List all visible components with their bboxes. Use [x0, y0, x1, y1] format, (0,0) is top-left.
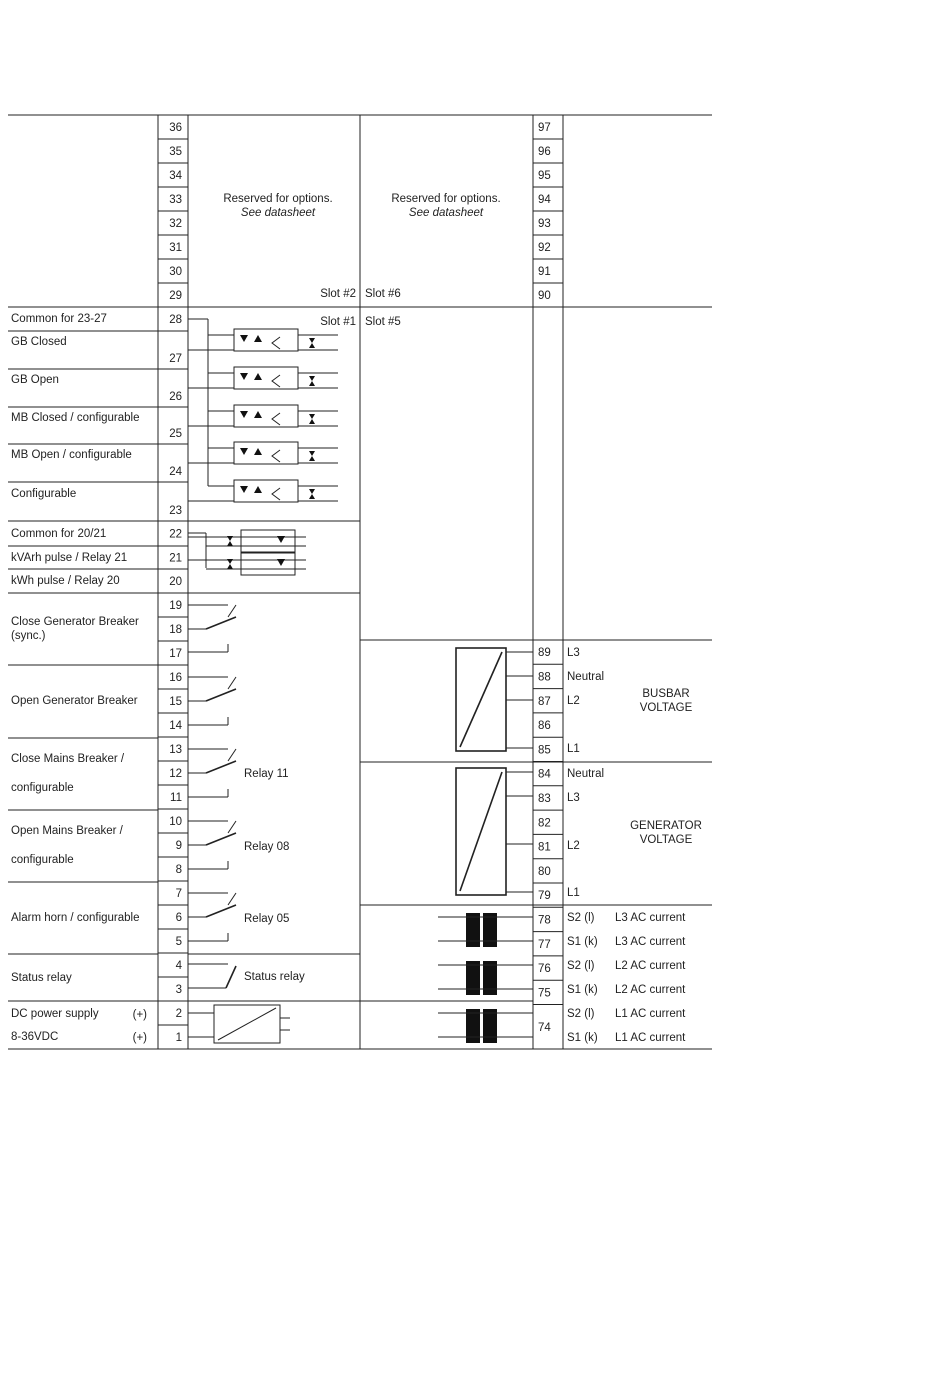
terminal-16: 16	[169, 672, 182, 684]
terminal-21: 21	[169, 552, 182, 565]
terminal-6: 6	[175, 912, 182, 924]
ct-74-desc: L1 AC current	[615, 1008, 686, 1020]
ct-76-pin: S2 (l)	[567, 960, 595, 972]
label-open-mains-breaker: configurable	[11, 854, 74, 866]
slot5-label: Slot #5	[365, 316, 401, 328]
diode-icon	[240, 486, 262, 493]
diode-icon	[240, 448, 262, 455]
status-relay-label: Status relay	[244, 971, 305, 983]
relay-contact-11	[206, 761, 236, 773]
terminal-4: 4	[175, 960, 182, 972]
diode-icon	[240, 335, 262, 342]
suppressor-icon	[309, 451, 315, 461]
terminal-2: 2	[175, 1008, 182, 1020]
terminal-1: 1	[175, 1032, 182, 1044]
terminal-22: 22	[169, 528, 182, 541]
terminal-30: 30	[169, 266, 182, 278]
terminal-23: 23	[169, 505, 182, 517]
dc-converter-diagonal	[218, 1008, 276, 1040]
label-close-mains-breaker: configurable	[11, 782, 74, 794]
slot6-reserved-text: Reserved for options.	[391, 193, 501, 205]
diode-icon	[277, 559, 285, 566]
terminal-26: 26	[169, 391, 182, 403]
left-function-labels	[11, 313, 139, 1043]
terminal-89: 89	[538, 647, 551, 660]
terminal-36: 36	[169, 122, 182, 134]
terminal-91: 91	[538, 266, 551, 278]
terminal-33: 33	[169, 194, 182, 206]
polarity-plus-1: (+)	[132, 1032, 147, 1044]
transistor-icon	[272, 337, 280, 349]
ct-77-pin: S1 (k)	[567, 936, 598, 948]
terminal-87: 87	[538, 695, 551, 708]
label-common-23-27: Common for 23-27	[11, 313, 107, 325]
label-status-relay: Status relay	[11, 972, 72, 984]
relay-05-label: Relay 05	[244, 913, 290, 925]
ct-74-pin: S2 (l)	[567, 1008, 595, 1020]
suppressor-icon	[309, 489, 315, 499]
generator-l2-label: L2	[567, 840, 580, 852]
label-alarm-horn: Alarm horn / configurable	[11, 912, 140, 924]
terminal-93: 93	[538, 218, 551, 230]
suppressor-icon	[309, 414, 315, 424]
label-open-mains-breaker: Open Mains Breaker /	[11, 825, 123, 837]
label-gb-open: GB Open	[11, 374, 59, 386]
terminal-14: 14	[169, 720, 182, 732]
terminal-31: 31	[169, 242, 182, 254]
relay-contact-gb-close	[206, 617, 236, 629]
ct-core	[466, 1009, 480, 1043]
terminal-90: 90	[538, 290, 551, 302]
relay-wire	[228, 677, 236, 689]
transistor-icon	[272, 413, 280, 425]
ct-core	[483, 1009, 497, 1043]
terminal-76: 76	[538, 963, 551, 976]
generator-l3-label: L3	[567, 792, 580, 804]
generator-title-line1: GENERATOR	[630, 820, 702, 832]
diode-icon	[277, 536, 285, 543]
terminal-15: 15	[169, 696, 182, 708]
ct-77-desc: L3 AC current	[615, 936, 686, 948]
terminal-92: 92	[538, 242, 551, 254]
terminal-25: 25	[169, 428, 182, 440]
busbar-l2-label: L2	[567, 695, 580, 707]
ct-75-desc: L2 AC current	[615, 984, 686, 996]
busbar-l1-label: L1	[567, 743, 580, 755]
terminal-3: 3	[175, 984, 182, 996]
terminal-19: 19	[169, 600, 182, 612]
label-close-gen-breaker: Close Generator Breaker	[11, 616, 139, 628]
terminal-34: 34	[169, 170, 182, 182]
terminal-8: 8	[175, 864, 182, 876]
terminal-18: 18	[169, 624, 182, 636]
terminal-35: 35	[169, 146, 182, 158]
terminal-12: 12	[169, 768, 182, 780]
terminal-11: 11	[170, 792, 182, 804]
generator-transformer-diagonal	[460, 772, 502, 891]
ct-78-pin: S2 (l)	[567, 912, 595, 924]
relay-contact-gb-open	[206, 689, 236, 701]
slot6-label: Slot #6	[365, 288, 401, 300]
terminal-88: 88	[538, 671, 551, 684]
busbar-title-line1: BUSBAR	[642, 688, 690, 700]
relay-contact-08	[206, 833, 236, 845]
label-close-mains-breaker: Close Mains Breaker /	[11, 753, 125, 765]
generator-neutral-label: Neutral	[567, 768, 605, 780]
diode-icon	[240, 411, 262, 418]
label-dc-supply: 8-36VDC	[11, 1031, 59, 1043]
relay-wire	[228, 821, 236, 833]
terminal-9: 9	[175, 840, 182, 852]
transistor-icon	[272, 375, 280, 387]
ct-76-desc: L2 AC current	[615, 960, 686, 972]
status-relay-contact	[226, 966, 236, 988]
polarity-plus-2: (+)	[132, 1009, 147, 1021]
terminal-85: 85	[538, 744, 551, 757]
relay-08-label: Relay 08	[244, 841, 290, 853]
label-common-20-21: Common for 20/21	[11, 528, 107, 540]
ct-75-pin: S1 (k)	[567, 984, 598, 996]
ct-core	[466, 961, 480, 995]
terminal-32: 32	[169, 218, 182, 230]
transistor-icon	[272, 488, 280, 500]
busbar-l3-label: L3	[567, 647, 580, 659]
relay-wire	[228, 893, 236, 905]
terminal-7: 7	[175, 888, 182, 900]
pulse-output-coupler	[241, 553, 295, 575]
ct-core	[483, 961, 497, 995]
terminal-83: 83	[538, 792, 551, 805]
terminal-95: 95	[538, 170, 551, 182]
label-kwh-pulse: kWh pulse / Relay 20	[11, 575, 120, 587]
label-configurable: Configurable	[11, 488, 77, 500]
label-kvarh-pulse: kVArh pulse / Relay 21	[11, 552, 128, 564]
suppressor-icon	[309, 376, 315, 386]
label-gb-closed: GB Closed	[11, 336, 67, 348]
terminal-77: 77	[538, 938, 551, 951]
left-terminal-strip	[169, 122, 182, 1044]
busbar-neutral-label: Neutral	[567, 671, 605, 683]
terminal-74: 74	[538, 1021, 551, 1034]
ct-73-desc: L1 AC current	[615, 1032, 686, 1044]
terminal-10: 10	[169, 816, 182, 828]
transistor-icon	[272, 450, 280, 462]
generator-title-line2: VOLTAGE	[639, 834, 693, 846]
relay-wire	[228, 605, 236, 617]
generator-l1-label: L1	[567, 887, 580, 899]
terminal-13: 13	[169, 744, 182, 756]
terminal-17: 17	[169, 648, 182, 660]
terminal-96: 96	[538, 146, 551, 158]
ct-73-pin: S1 (k)	[567, 1032, 598, 1044]
terminal-27: 27	[169, 353, 182, 365]
label-open-gen-breaker: Open Generator Breaker	[11, 695, 138, 707]
terminal-28: 28	[169, 314, 182, 326]
relay-11-label: Relay 11	[244, 768, 289, 780]
terminal-24: 24	[169, 466, 182, 478]
terminal-81: 81	[538, 841, 551, 854]
slot1-label: Slot #1	[320, 316, 356, 328]
terminal-20: 20	[169, 576, 182, 588]
slot2-label: Slot #2	[320, 288, 356, 300]
slot2-datasheet-text: See datasheet	[240, 207, 316, 219]
slot2-reserved-text: Reserved for options.	[223, 193, 333, 205]
terminal-82: 82	[538, 817, 551, 830]
terminal-84: 84	[538, 768, 551, 781]
label-close-gen-breaker: (sync.)	[11, 630, 46, 642]
pulse-output-coupler	[241, 530, 295, 552]
terminal-97: 97	[538, 122, 551, 134]
terminal-79: 79	[538, 890, 551, 903]
ct-78-desc: L3 AC current	[615, 912, 686, 924]
busbar-title-line2: VOLTAGE	[639, 702, 693, 714]
terminal-86: 86	[538, 720, 551, 733]
terminal-94: 94	[538, 194, 551, 206]
terminal-5: 5	[175, 936, 182, 948]
ct-core	[466, 913, 480, 947]
ct-core	[483, 913, 497, 947]
relay-contact-05	[206, 905, 236, 917]
terminal-78: 78	[538, 914, 551, 927]
slot6-datasheet-text: See datasheet	[408, 207, 484, 219]
diode-icon	[240, 373, 262, 380]
busbar-transformer-diagonal	[460, 652, 502, 747]
suppressor-icon	[309, 338, 315, 348]
label-mb-closed: MB Closed / configurable	[11, 412, 140, 424]
label-mb-open: MB Open / configurable	[11, 449, 132, 461]
label-dc-supply: DC power supply	[11, 1008, 99, 1020]
terminal-75: 75	[538, 987, 551, 1000]
relay-wire	[228, 749, 236, 761]
terminal-29: 29	[169, 290, 182, 302]
terminal-80: 80	[538, 865, 551, 878]
